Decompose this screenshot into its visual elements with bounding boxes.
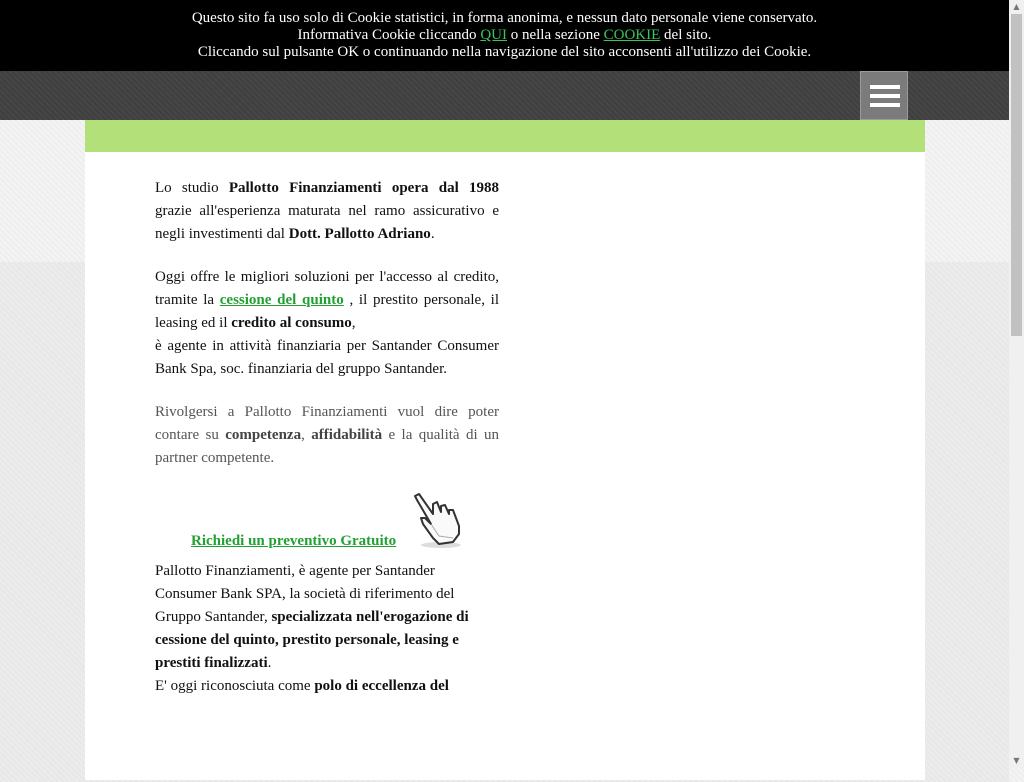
cessione-quinto-link[interactable]: cessione del quinto xyxy=(219,292,344,308)
top-navigation-bar xyxy=(0,71,1009,120)
cookie-line-2-text: Informativa Cookie cliccando xyxy=(297,27,481,43)
cookie-section-link[interactable]: COOKIE xyxy=(603,27,661,43)
cookie-line-2-post: del sito. xyxy=(660,27,712,43)
pointing-hand-icon[interactable] xyxy=(409,490,465,550)
scrollbar-thumb[interactable] xyxy=(1011,14,1022,336)
p1-text-2: grazie all'esperienza maturata nel ramo assicurativo e negli investimenti dal xyxy=(155,203,499,242)
p2-text-3: è agente in attività finanziaria per Santander Consumer Bank Spa, soc. finanziaria del gruppo Santander. xyxy=(155,338,499,377)
hamburger-menu-icon xyxy=(870,94,900,98)
p1-text: Lo studio xyxy=(155,180,229,196)
hamburger-menu-button[interactable] xyxy=(860,71,908,120)
hamburger-menu-icon xyxy=(870,85,900,89)
header-green-strip xyxy=(85,120,925,152)
p3-text-2: , xyxy=(301,427,312,443)
p4-bold-2: polo di eccellenza del xyxy=(314,678,449,694)
p4-period: . xyxy=(267,655,272,671)
cookie-banner xyxy=(0,0,1009,71)
p2-text-2: , il prestito personale, il leasing ed il xyxy=(155,292,499,331)
p2-comma: , xyxy=(351,315,356,331)
main-content xyxy=(85,120,925,780)
scroll-down-icon[interactable]: ▼ xyxy=(1013,756,1020,765)
agency-paragraph xyxy=(155,560,499,698)
intro-paragraph-2 xyxy=(155,266,499,381)
hamburger-menu-icon xyxy=(870,103,900,107)
cookie-line-1: Questo sito fa uso solo di Cookie statistici, in forma anonima, e nessun dato personale viene conservato. xyxy=(191,10,818,26)
vertical-scrollbar[interactable] xyxy=(1009,0,1024,768)
intro-paragraph-1 xyxy=(155,177,499,246)
scroll-up-icon[interactable]: ▲ xyxy=(1013,2,1020,11)
p1-bold-2: Dott. Pallotto Adriano xyxy=(288,226,431,242)
request-quote-link[interactable]: Richiedi un preventivo Gratuito xyxy=(191,533,397,549)
cookie-line-2-mid: o nella sezione xyxy=(506,27,604,43)
p1-bold: Pallotto Finanziamenti opera dal 1988 xyxy=(228,180,499,196)
p1-text-3: . xyxy=(430,226,435,242)
p4-text-2: E' oggi riconosciuta come xyxy=(155,678,315,694)
quote-cta xyxy=(155,490,499,560)
cookie-line-3: Cliccando sul pulsante OK o continuando nella navigazione del sito acconsenti all'utilizzo dei Cookie. xyxy=(197,44,812,60)
p3-bold-2: affidabilità xyxy=(311,427,383,443)
p3-text: Rivolgersi a Pallotto Finanziamenti vuol dire poter contare su xyxy=(155,404,499,443)
p2-text: Oggi offre le migliori soluzioni per l'accesso al credito, tramite la xyxy=(155,269,499,308)
intro-text-column xyxy=(155,177,499,718)
cookie-line-2 xyxy=(0,27,1009,44)
p4-text: Pallotto Finanziamenti, è agente per Santander Consumer Bank SPA, la società di riferimento del Gruppo Santander, xyxy=(155,563,455,625)
p4-bold: specializzata nell'erogazione di cessione del quinto, prestito personale, leasing e prestiti finalizzati xyxy=(155,609,469,671)
intro-paragraph-3 xyxy=(155,401,499,470)
p2-bold: credito al consumo xyxy=(231,315,352,331)
cookie-qui-link[interactable]: QUI xyxy=(480,27,507,43)
p3-bold: competenza xyxy=(225,427,302,443)
p3-text-3: e la qualità di un partner competente. xyxy=(155,427,500,466)
